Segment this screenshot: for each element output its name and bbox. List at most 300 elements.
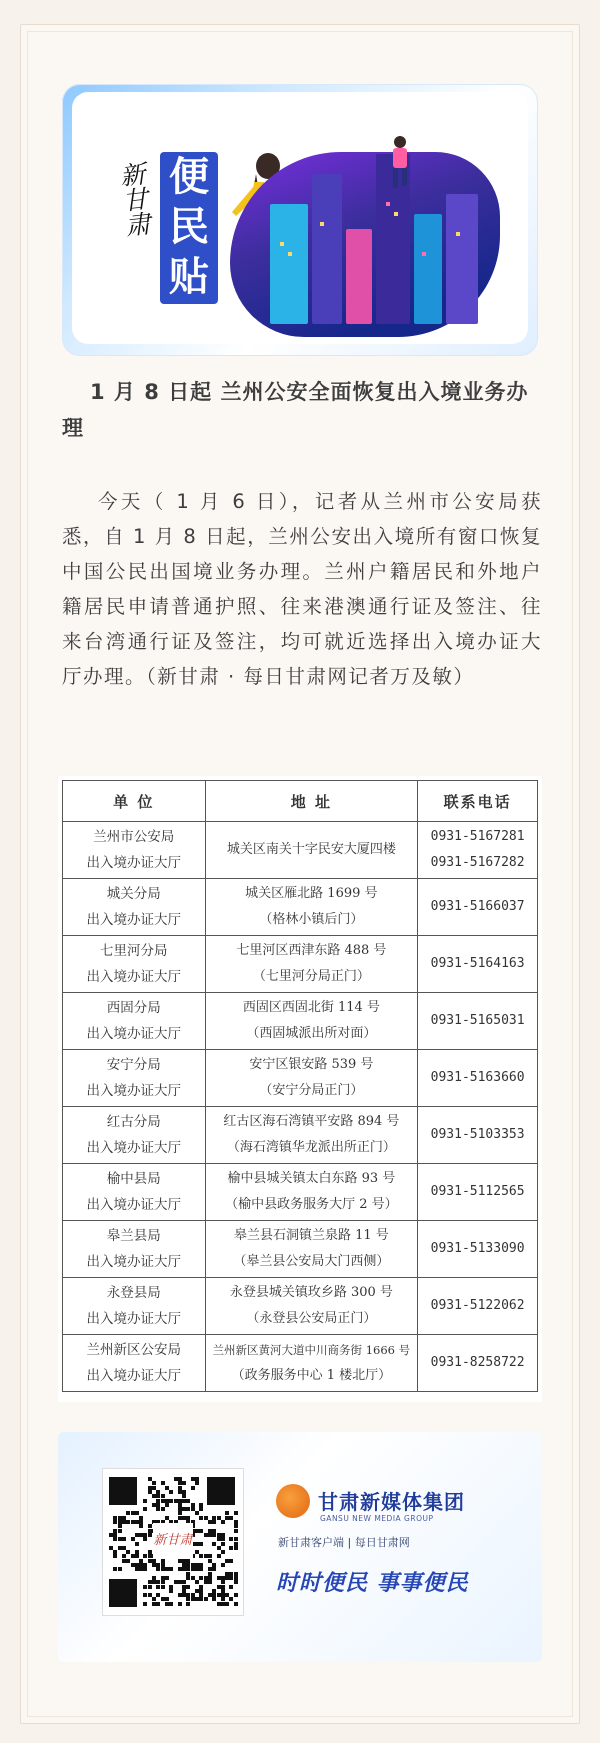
phone-cell-line: 0931-5163660: [430, 1070, 525, 1085]
qr-module: [156, 1580, 160, 1584]
qr-module: [212, 1520, 216, 1524]
footer-card: [58, 1432, 542, 1662]
qr-module: [143, 1537, 147, 1541]
qr-module: [221, 1597, 225, 1601]
unit-cell-line: 出入境办证大厅: [86, 969, 181, 985]
qr-module: [212, 1589, 216, 1593]
qr-module: [208, 1580, 212, 1584]
qr-module: [234, 1546, 238, 1550]
unit-cell-line: 兰州市公安局: [93, 829, 175, 845]
qr-module: [169, 1589, 173, 1593]
qr-module: [148, 1490, 152, 1494]
unit-cell-line: 皋兰县局: [106, 1228, 161, 1244]
qr-module: [186, 1563, 190, 1567]
qr-module: [204, 1554, 208, 1558]
qr-module: [234, 1511, 238, 1515]
qr-module: [186, 1602, 190, 1606]
qr-module: [161, 1481, 165, 1485]
qr-module: [165, 1602, 169, 1606]
address-cell-line: （七里河分局正门）: [252, 969, 370, 984]
qr-module: [156, 1602, 160, 1606]
qr-module: [148, 1580, 152, 1584]
address-cell-line: （永登县公安局正门）: [246, 1311, 377, 1326]
qr-module: [135, 1542, 139, 1546]
qr-module: [195, 1550, 199, 1554]
qr-module: [208, 1533, 212, 1537]
address-cell: [205, 1278, 418, 1335]
qr-module: [182, 1499, 186, 1503]
qr-module: [199, 1589, 203, 1593]
address-cell-line: （皋兰县公安局大门西侧）: [233, 1254, 390, 1269]
qr-module: [143, 1563, 147, 1567]
qr-module: [182, 1494, 186, 1498]
col-header-address: 地 址: [205, 781, 418, 822]
qr-module: [139, 1533, 143, 1537]
brand-english: GANSU NEW MEDIA GROUP: [320, 1514, 434, 1523]
qr-module: [208, 1576, 212, 1580]
qr-module: [178, 1499, 182, 1503]
phone-cell: [418, 1164, 538, 1221]
brand-name: 甘肃新媒体集团: [318, 1490, 465, 1514]
qr-module: [195, 1567, 199, 1571]
qr-module: [148, 1486, 152, 1490]
phone-cell-line: 0931-5167281: [430, 829, 525, 844]
unit-cell: [63, 993, 206, 1050]
qr-module: [156, 1567, 160, 1571]
qr-module: [143, 1593, 147, 1597]
unit-cell-line: 出入境办证大厅: [86, 1254, 181, 1270]
qr-module: [135, 1554, 139, 1558]
qr-module: [195, 1477, 199, 1481]
qr-module: [139, 1516, 143, 1520]
qr-module: [113, 1554, 117, 1558]
qr-module: [221, 1589, 225, 1593]
qr-module: [152, 1481, 156, 1485]
qr-module: [161, 1559, 165, 1563]
banner-card: [72, 92, 528, 344]
table-row: [63, 879, 538, 936]
qr-module: [161, 1499, 165, 1503]
qr-module: [148, 1593, 152, 1597]
qr-module: [178, 1503, 182, 1507]
qr-module: [225, 1516, 229, 1520]
qr-module: [169, 1499, 173, 1503]
address-cell: [205, 1335, 418, 1392]
qr-module: [156, 1503, 160, 1507]
qr-module: [165, 1516, 169, 1520]
qr-module: [169, 1585, 173, 1589]
qr-module: [208, 1572, 212, 1576]
table-row: [63, 1107, 538, 1164]
qr-module: [113, 1537, 117, 1541]
qr-module: [122, 1520, 126, 1524]
qr-finder: [109, 1579, 137, 1607]
qr-module: [191, 1567, 195, 1571]
table-row: [63, 993, 538, 1050]
qr-module: [208, 1529, 212, 1533]
qr-module: [178, 1593, 182, 1597]
qr-module: [139, 1563, 143, 1567]
qr-module: [199, 1529, 203, 1533]
unit-cell-line: 城关分局: [106, 886, 161, 902]
phone-cell: [418, 1221, 538, 1278]
qr-module: [204, 1576, 208, 1580]
qr-module: [221, 1585, 225, 1589]
qr-module: [143, 1585, 147, 1589]
qr-module: [199, 1567, 203, 1571]
qr-module: [131, 1511, 135, 1515]
qr-module: [212, 1533, 216, 1537]
qr-module: [212, 1563, 216, 1567]
qr-module: [208, 1559, 212, 1563]
unit-cell: [63, 1335, 206, 1392]
qr-module: [186, 1597, 190, 1601]
qr-module: [221, 1550, 225, 1554]
qr-module: [199, 1593, 203, 1597]
qr-module: [113, 1529, 117, 1533]
article-title: 1 月 8 日起 兰州公安全面恢复出入境业务办理: [62, 380, 529, 440]
unit-cell-line: 出入境办证大厅: [86, 1140, 181, 1156]
qr-module: [131, 1520, 135, 1524]
qr-module: [199, 1554, 203, 1558]
qr-module: [118, 1516, 122, 1520]
qr-module: [122, 1554, 126, 1558]
qr-module: [156, 1585, 160, 1589]
qr-module: [191, 1576, 195, 1580]
qr-module: [118, 1567, 122, 1571]
qr-module: [217, 1593, 221, 1597]
qr-module: [182, 1507, 186, 1511]
qr-module: [217, 1602, 221, 1606]
qr-module: [221, 1533, 225, 1537]
qr-module: [161, 1567, 165, 1571]
qr-module: [148, 1554, 152, 1558]
qr-module: [143, 1567, 147, 1571]
qr-module: [152, 1602, 156, 1606]
address-cell-line: 红古区海石湾镇平安路 894 号: [223, 1114, 400, 1129]
phone-cell: [418, 1278, 538, 1335]
qr-module: [156, 1593, 160, 1597]
qr-module: [186, 1507, 190, 1511]
unit-cell: [63, 1164, 206, 1221]
qr-module: [212, 1542, 216, 1546]
qr-module: [221, 1537, 225, 1541]
qr-code[interactable]: [102, 1468, 244, 1616]
banner-image: [62, 84, 538, 356]
phone-cell: [418, 993, 538, 1050]
qr-module: [204, 1580, 208, 1584]
address-cell: [205, 936, 418, 993]
qr-module: [234, 1529, 238, 1533]
qr-module: [229, 1597, 233, 1601]
qr-module: [152, 1580, 156, 1584]
qr-module: [152, 1597, 156, 1601]
qr-module: [156, 1507, 160, 1511]
address-cell-line: 皋兰县石洞镇兰泉路 11 号: [233, 1228, 389, 1243]
address-cell-line: 城关区雁北路 1699 号: [245, 886, 378, 901]
unit-cell-line: 七里河分局: [100, 943, 168, 959]
unit-cell-line: 出入境办证大厅: [86, 855, 181, 871]
brand-logo-icon: [276, 1484, 310, 1518]
qr-module: [148, 1533, 152, 1537]
qr-module: [178, 1567, 182, 1571]
qr-module: [113, 1516, 117, 1520]
qr-module: [221, 1542, 225, 1546]
qr-module: [178, 1559, 182, 1563]
qr-module: [165, 1567, 169, 1571]
qr-module: [148, 1585, 152, 1589]
tag-char: 民: [169, 204, 209, 250]
qr-module: [182, 1589, 186, 1593]
qr-module: [165, 1597, 169, 1601]
qr-module: [204, 1533, 208, 1537]
col-header-unit: 单 位: [63, 781, 206, 822]
qr-module: [234, 1602, 238, 1606]
qr-module: [212, 1567, 216, 1571]
qr-module: [208, 1567, 212, 1571]
qr-module: [186, 1567, 190, 1571]
qr-module: [118, 1520, 122, 1524]
unit-cell: [63, 1107, 206, 1164]
qr-module: [165, 1499, 169, 1503]
qr-module: [217, 1546, 221, 1550]
qr-module: [182, 1559, 186, 1563]
qr-module: [118, 1537, 122, 1541]
qr-module: [195, 1529, 199, 1533]
unit-cell-line: 榆中县局: [106, 1171, 161, 1187]
qr-module: [212, 1529, 216, 1533]
qr-module: [186, 1559, 190, 1563]
unit-cell-line: 出入境办证大厅: [86, 1026, 181, 1042]
qr-module: [113, 1567, 117, 1571]
qr-module: [225, 1602, 229, 1606]
qr-module: [234, 1520, 238, 1524]
qr-module: [148, 1524, 152, 1528]
qr-module: [221, 1593, 225, 1597]
qr-module: [131, 1563, 135, 1567]
qr-module: [122, 1559, 126, 1563]
qr-module: [199, 1503, 203, 1507]
unit-cell: [63, 1050, 206, 1107]
qr-module: [229, 1546, 233, 1550]
qr-module: [195, 1580, 199, 1584]
unit-cell-line: 出入境办证大厅: [86, 912, 181, 928]
qr-module: [109, 1533, 113, 1537]
brand-subtitle: 新甘肃客户端 | 每日甘肃网: [278, 1536, 410, 1549]
qr-module: [217, 1537, 221, 1541]
qr-module: [161, 1576, 165, 1580]
qr-module: [126, 1511, 130, 1515]
qr-module: [135, 1511, 139, 1515]
unit-cell-line: 出入境办证大厅: [86, 1197, 181, 1213]
qr-module: [174, 1580, 178, 1584]
qr-module: [113, 1520, 117, 1524]
qr-module: [152, 1494, 156, 1498]
qr-module: [143, 1602, 147, 1606]
qr-module: [234, 1580, 238, 1584]
qr-module: [135, 1550, 139, 1554]
table-row: [63, 1278, 538, 1335]
qr-module: [126, 1559, 130, 1563]
address-cell: [205, 993, 418, 1050]
address-cell: [205, 1050, 418, 1107]
bianmintie-tag: [160, 152, 218, 304]
article-body: 今天（ 1 月 6 日），记者从兰州市公安局获悉，自 1 月 8 日起，兰州公安出入境所有窗口恢复中国公民出国境业务办理。兰州户籍居民和外地户籍居民申请普通护照、往来港澳通行证及签注、往来台湾通行证及签注，均可就近选择出入境办证大厅办理。（新甘肃 · 每日甘肃网记者万及敏）: [62, 490, 542, 688]
col-header-phone: 联系电话: [418, 781, 538, 822]
qr-module: [143, 1507, 147, 1511]
table-row: [63, 822, 538, 879]
qr-module: [178, 1507, 182, 1511]
address-cell: [205, 1107, 418, 1164]
address-cell-line: 七里河区西津东路 488 号: [236, 943, 387, 958]
qr-module: [229, 1572, 233, 1576]
qr-module: [113, 1533, 117, 1537]
qr-module: [191, 1507, 195, 1511]
qr-module: [113, 1550, 117, 1554]
table-row: [63, 1050, 538, 1107]
qr-module: [234, 1593, 238, 1597]
qr-module: [191, 1503, 195, 1507]
qr-module: [182, 1580, 186, 1584]
qr-module: [178, 1486, 182, 1490]
address-cell-line: （政务服务中心 1 楼北厅）: [231, 1368, 392, 1383]
phone-cell: [418, 822, 538, 879]
qr-module: [195, 1597, 199, 1601]
qr-module: [148, 1550, 152, 1554]
qr-module: [118, 1529, 122, 1533]
unit-cell: [63, 879, 206, 936]
qr-module: [221, 1563, 225, 1567]
qr-module: [212, 1516, 216, 1520]
qr-module: [234, 1524, 238, 1528]
qr-module: [195, 1511, 199, 1515]
qr-module: [178, 1477, 182, 1481]
qr-module: [152, 1563, 156, 1567]
qr-module: [186, 1499, 190, 1503]
qr-module: [191, 1563, 195, 1567]
qr-module: [122, 1537, 126, 1541]
qr-module: [122, 1516, 126, 1520]
qr-module: [186, 1516, 190, 1520]
qr-module: [212, 1597, 216, 1601]
address-cell: [205, 1221, 418, 1278]
qr-module: [225, 1576, 229, 1580]
qr-module: [199, 1585, 203, 1589]
phone-cell: [418, 936, 538, 993]
qr-module: [221, 1580, 225, 1584]
address-cell-line: 兰州新区黄河大道中川商务街 1666 号: [212, 1343, 411, 1357]
table-row: [63, 1221, 538, 1278]
qr-module: [217, 1554, 221, 1558]
brand-block: [276, 1484, 516, 1604]
qr-module: [131, 1537, 135, 1541]
qr-module: [178, 1602, 182, 1606]
qr-module: [143, 1554, 147, 1558]
phone-cell-line: 0931-5133090: [430, 1241, 525, 1256]
qr-module: [178, 1580, 182, 1584]
unit-cell-line: 出入境办证大厅: [86, 1368, 181, 1384]
qr-module: [221, 1520, 225, 1524]
address-cell: [205, 822, 418, 879]
qr-module: [135, 1520, 139, 1524]
qr-module: [152, 1486, 156, 1490]
qr-module: [217, 1585, 221, 1589]
qr-module: [229, 1537, 233, 1541]
table-row: [63, 1164, 538, 1221]
phone-cell: [418, 1107, 538, 1164]
qr-module: [212, 1593, 216, 1597]
qr-module: [161, 1597, 165, 1601]
phone-cell-line: 0931-5122062: [430, 1298, 525, 1313]
qr-module: [161, 1580, 165, 1584]
address-cell: [205, 1164, 418, 1221]
qr-module: [221, 1576, 225, 1580]
qr-module: [182, 1563, 186, 1567]
qr-module: [199, 1542, 203, 1546]
qr-module: [182, 1516, 186, 1520]
qr-module: [199, 1597, 203, 1601]
qr-module: [182, 1481, 186, 1485]
address-cell-line: （海石湾镇华龙派出所正门）: [226, 1140, 396, 1155]
qr-module: [195, 1563, 199, 1567]
address-cell-line: （格林小镇后门）: [259, 912, 364, 927]
qr-module: [225, 1511, 229, 1515]
qr-module: [191, 1597, 195, 1601]
phone-cell-line: 0931-8258722: [430, 1355, 525, 1370]
qr-module: [195, 1481, 199, 1485]
qr-module: [161, 1507, 165, 1511]
unit-cell-line: 安宁分局: [106, 1057, 161, 1073]
unit-cell-line: 出入境办证大厅: [86, 1083, 181, 1099]
xingansu-logo: 新甘肃: [115, 160, 152, 239]
phone-cell-line: 0931-5167282: [430, 855, 525, 870]
address-cell-line: 榆中县城关镇太白东路 93 号: [227, 1171, 396, 1186]
qr-module: [135, 1567, 139, 1571]
qr-module: [152, 1503, 156, 1507]
slogan: 时时便民 事事便民: [276, 1571, 469, 1596]
qr-module: [126, 1550, 130, 1554]
qr-module: [139, 1520, 143, 1524]
unit-cell: [63, 1221, 206, 1278]
qr-logo: 新甘肃: [153, 1523, 193, 1559]
qr-module: [178, 1516, 182, 1520]
qr-module: [229, 1576, 233, 1580]
qr-module: [204, 1597, 208, 1601]
unit-cell: [63, 1278, 206, 1335]
qr-module: [208, 1554, 212, 1558]
unit-cell: [63, 822, 206, 879]
phone-cell: [418, 1335, 538, 1392]
qr-module: [225, 1593, 229, 1597]
qr-module: [191, 1486, 195, 1490]
qr-module: [234, 1537, 238, 1541]
qr-module: [217, 1516, 221, 1520]
unit-cell-line: 红古分局: [106, 1114, 161, 1130]
qr-module: [182, 1585, 186, 1589]
address-cell-line: （榆中县政务服务大厅 2 号）: [225, 1197, 398, 1212]
qr-module: [118, 1546, 122, 1550]
qr-module: [186, 1593, 190, 1597]
qr-module: [135, 1533, 139, 1537]
qr-module: [156, 1494, 160, 1498]
qr-module: [152, 1559, 156, 1563]
qr-module: [186, 1585, 190, 1589]
address-cell-line: （安宁分局正门）: [259, 1083, 364, 1098]
qr-module: [178, 1511, 182, 1515]
qr-module: [229, 1585, 233, 1589]
qr-module: [139, 1559, 143, 1563]
phone-cell-line: 0931-5165031: [430, 1013, 525, 1028]
